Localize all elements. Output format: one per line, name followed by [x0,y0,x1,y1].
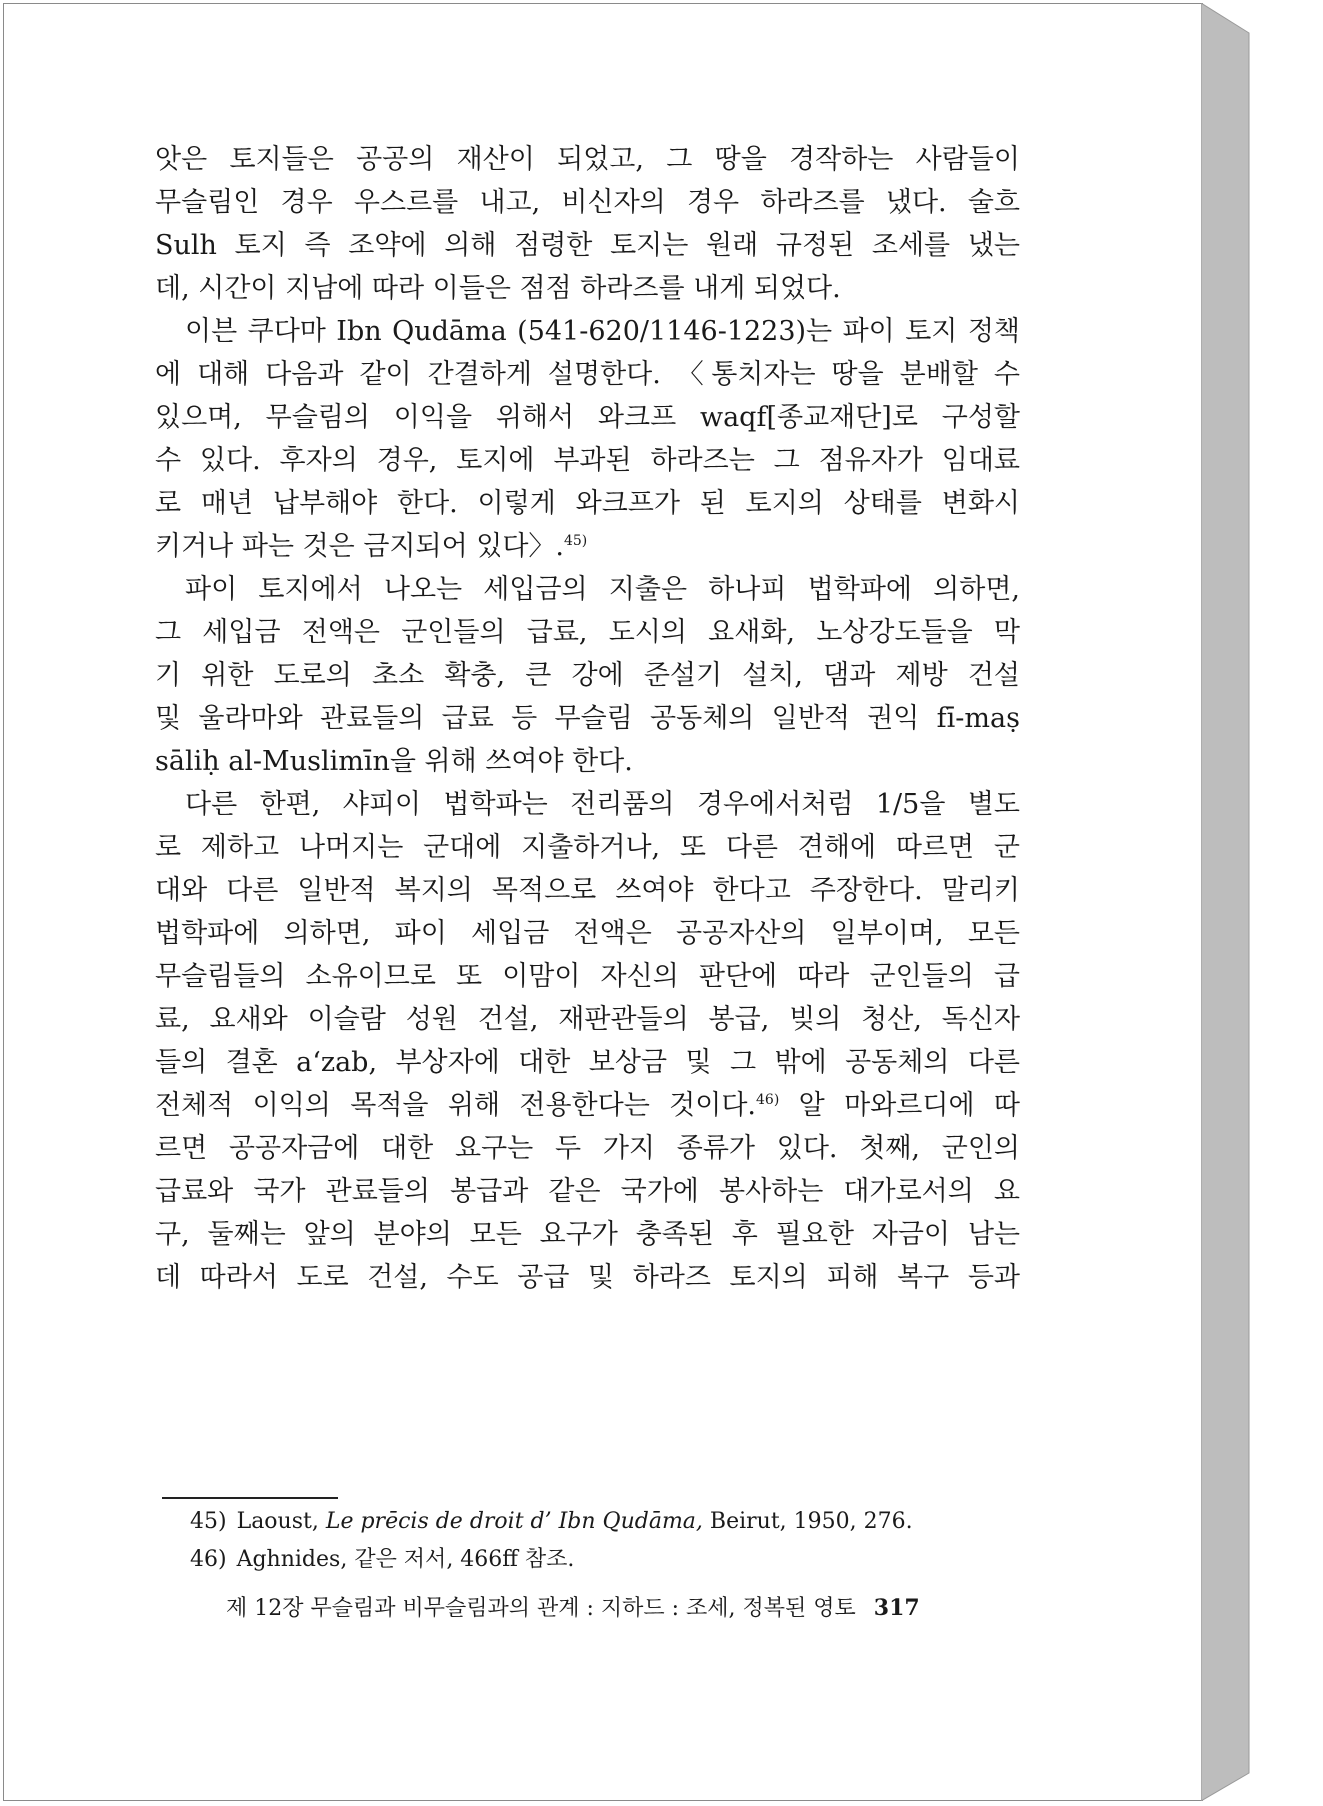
footnote-divider [162,1497,338,1499]
text-line-content: 키거나 파는 것은 금지되어 있다〉. [155,531,564,562]
text-line [155,138,1020,181]
text-line-content: 무슬림들의 소유이므로 또 이맘이 자신의 판단에 따라 군인들의 급 [155,961,1020,992]
page-edge-shadow [1201,3,1251,1801]
text-line [155,525,1020,568]
footnote-title: Le prēcis de droit d’ Ibn Qudāma, [325,1509,703,1534]
text-line-content: 로 제하고 나머지는 군대에 지출하거나, 또 다른 견해에 따르면 군 [155,832,1020,863]
text-line [155,611,1020,654]
text-line-content: Sulh 토지 즉 조약에 의해 점령한 토지는 원래 규정된 조세를 냈는 [155,230,1020,261]
text-line [155,912,1020,955]
text-line [155,783,1020,826]
footnotes [190,1503,1030,1579]
text-line [155,1213,1020,1256]
text-line [155,654,1020,697]
text-line-content: 르면 공공자금에 대한 요구는 두 가지 종류가 있다. 첫째, 군인의 [155,1133,1020,1164]
text-line [155,1256,1020,1299]
footnote-number: 46) [190,1547,227,1572]
footnote-author: Laoust, [236,1509,319,1534]
text-line [155,224,1020,267]
text-line-content: 구, 둘째는 앞의 분야의 모든 요구가 충족된 후 필요한 자금이 남는 [155,1219,1020,1250]
footnote-details: 같은 저서, 466ff 참조. [354,1547,575,1572]
text-line [155,353,1020,396]
text-line-content: 데, 시간이 지남에 따라 이들은 점점 하라즈를 내게 되었다. [155,273,841,304]
text-line-content: 대와 다른 일반적 복지의 목적으로 쓰여야 한다고 주장한다. 말리키 [155,875,1020,906]
text-line-content: 이븐 쿠다마 Ibn Qudāma (541-620/1146-1223)는 파이 토지 정책 [185,316,1020,347]
text-line-content: 들의 결혼 a‘zab, 부상자에 대한 보상금 및 그 밖에 공동체의 다른 [155,1047,1020,1078]
text-line-content: 있으며, 무슬림의 이익을 위해서 와크프 waqf[종교재단]로 구성할 [155,402,1020,433]
text-line-content: 파이 토지에서 나오는 세입금의 지출은 하나피 법학파에 의하면, [185,574,1020,605]
text-line [155,1041,1020,1084]
text-line-content: 데 따라서 도로 건설, 수도 공급 및 하라즈 토지의 피해 복구 등과 [155,1262,1020,1293]
body-text [155,138,1020,1299]
running-footer [226,1588,986,1628]
text-line-content: 기 위한 도로의 초소 확충, 큰 강에 준설기 설치, 댐과 제방 건설 [155,660,1020,691]
text-line-content: 및 울라마와 관료들의 급료 등 무슬림 공동체의 일반적 권익 fī-maṣ [155,703,1020,734]
text-line-content: 수 있다. 후자의 경우, 토지에 부과된 하라즈는 그 점유자가 임대료 [155,445,1020,476]
text-line [155,697,1020,740]
text-line [155,740,1020,783]
text-line-content: 로 매년 납부해야 한다. 이렇게 와크프가 된 토지의 상태를 변화시 [155,488,1020,519]
footnote-details: Beirut, 1950, 276. [709,1509,913,1534]
text-line-content: 급료와 국가 관료들의 봉급과 같은 국가에 봉사하는 대가로서의 요 [155,1176,1020,1207]
text-line-continuation: 알 마와르디에 따 [779,1090,1020,1121]
text-line-content: 다른 한편, 샤피이 법학파는 전리품의 경우에서처럼 1/5을 별도 [185,789,1020,820]
footnote-reference[interactable]: 46) [756,1092,780,1108]
text-line-content: 법학파에 의하면, 파이 세입금 전액은 공공자산의 일부이며, 모든 [155,918,1020,949]
text-line-content: 전체적 이익의 목적을 위해 전용한다는 것이다. [155,1090,757,1121]
text-line [155,310,1020,353]
text-line [155,482,1020,525]
text-line [155,181,1020,224]
page-number: 317 [873,1595,920,1621]
text-line-content: 에 대해 다음과 같이 간결하게 설명한다. 〈통치자는 땅을 분배할 수 [155,359,1020,390]
text-line [155,869,1020,912]
chapter-title: 제 12장 무슬림과 비무슬림과의 관계 : 지하드 : 조세, 정복된 영토 [226,1596,856,1621]
text-line [155,826,1020,869]
footnote [190,1541,1030,1579]
footnote-reference[interactable]: 45) [563,533,588,549]
text-line [155,439,1020,482]
text-line [155,955,1020,998]
text-line [155,267,1020,310]
text-line [155,568,1020,611]
text-line-content: 그 세입금 전액은 군인들의 급료, 도시의 요새화, 노상강도들을 막 [155,617,1020,648]
text-line [155,1127,1020,1170]
text-line [155,1170,1020,1213]
text-line-content: 료, 요새와 이슬람 성원 건설, 재판관들의 봉급, 빚의 청산, 독신자 [155,1004,1020,1035]
footnote-author: Aghnides, [236,1547,348,1572]
text-line-content: 앗은 토지들은 공공의 재산이 되었고, 그 땅을 경작하는 사람들이 [155,144,1020,175]
footnote-number: 45) [190,1509,227,1534]
text-line [155,998,1020,1041]
text-line-content: 무슬림인 경우 우스르를 내고, 비신자의 경우 하라즈를 냈다. 술흐 [155,187,1020,218]
text-line-content: sāliḥ al-Muslimīn을 위해 쓰여야 한다. [155,746,633,777]
footnote [190,1503,1030,1541]
text-line [155,1084,1020,1127]
text-line [155,396,1020,439]
